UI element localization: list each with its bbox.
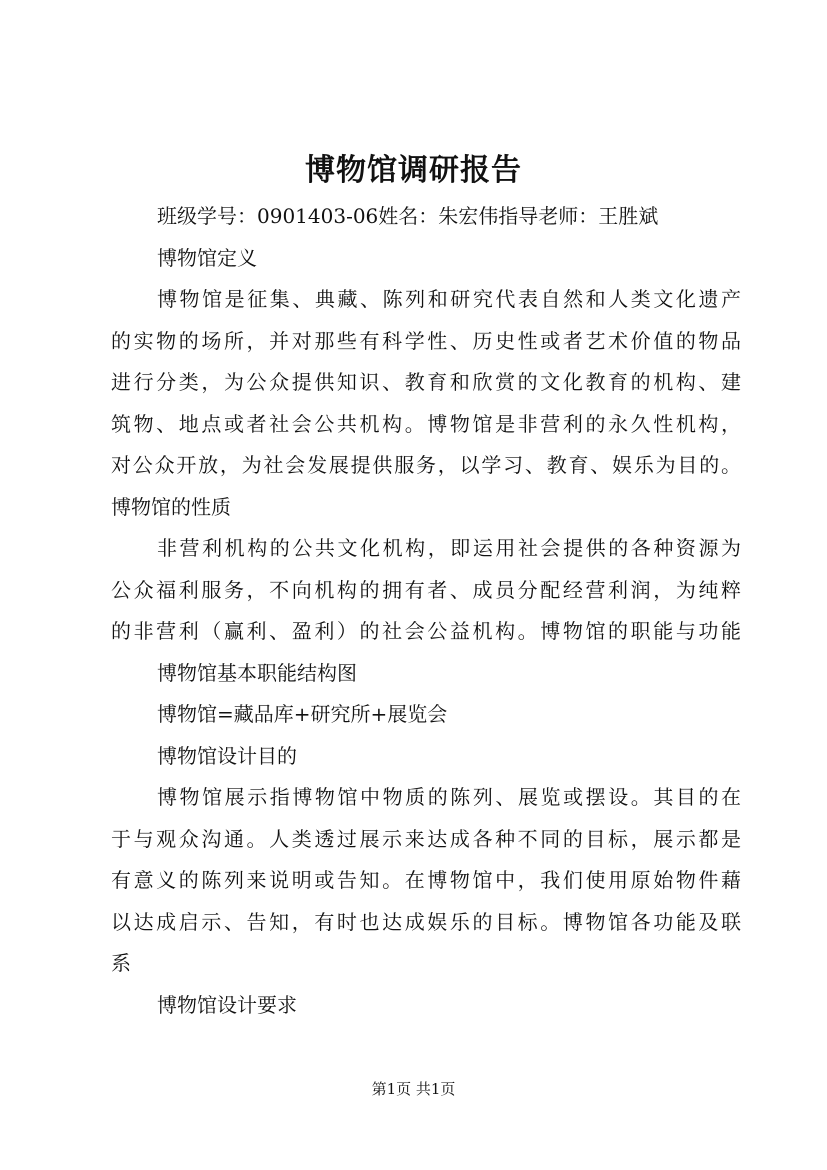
text-line-content: 博物馆定义: [157, 245, 257, 270]
text-line-content: 博物馆基本职能结构图: [157, 660, 357, 685]
text-line: [111, 860, 741, 902]
text-line-content: 博物馆设计要求: [157, 992, 297, 1017]
text-line: [111, 321, 741, 363]
text-line: [111, 611, 741, 653]
text-line: [111, 570, 741, 612]
text-line-content: 进行分类，为公众提供知识、教育和欣赏的文化教育的机构、建: [111, 370, 741, 394]
text-line-content: 的非营利（赢利、盈利）的社会公益机构。博物馆的职能与功能: [111, 619, 741, 643]
paragraph-lines: [111, 238, 741, 1027]
page-footer: 第1页 共1页: [371, 1080, 456, 1098]
text-line-content: 对公众开放，为社会发展提供服务，以学习、教育、娱乐为目的。: [111, 453, 741, 477]
text-line: [111, 943, 741, 985]
text-line: [111, 736, 741, 778]
text-line-content: 博物馆的性质: [111, 494, 231, 519]
text-line-content: 以达成启示、告知，有时也达成娱乐的目标。博物馆各功能及联: [111, 909, 741, 934]
text-line: [111, 362, 741, 404]
text-line: [111, 694, 741, 736]
text-line: [111, 985, 741, 1027]
document-body: [111, 196, 741, 1026]
text-line-content: 博物馆=藏品库+研究所+展览会: [157, 702, 448, 726]
text-line: [111, 653, 741, 695]
text-line: [111, 902, 741, 944]
text-line-content: 筑物、地点或者社会公共机构。博物馆是非营利的永久性机构，: [111, 411, 741, 436]
text-line-content: 公众福利服务，不向机构的拥有者、成员分配经营利润，为纯粹: [111, 577, 741, 602]
text-line-content: 非营利机构的公共文化机构，即运用社会提供的各种资源为: [157, 536, 741, 560]
text-line-content: 的实物的场所，并对那些有科学性、历史性或者艺术价值的物品: [111, 328, 741, 353]
text-line: [111, 487, 741, 529]
info-line: 班级学号：0901403-06姓名：朱宏伟指导老师：王胜斌: [157, 204, 659, 228]
text-line: [111, 238, 741, 280]
text-line: [111, 404, 741, 446]
text-line-content: 博物馆是征集、典藏、陈列和研究代表自然和人类文化遗产: [157, 287, 741, 311]
text-line-content: 有意义的陈列来说明或告知。在博物馆中，我们使用原始物件藉: [111, 868, 741, 892]
text-line: [111, 528, 741, 570]
text-line: [111, 445, 741, 487]
text-line-content: 系: [111, 951, 131, 975]
text-line-content: 于与观众沟通。人类透过展示来达成各种不同的目标，展示都是: [111, 826, 741, 851]
text-line: [111, 279, 741, 321]
text-line-content: 博物馆展示指博物馆中物质的陈列、展览或摆设。其目的在: [157, 785, 741, 809]
text-line: [111, 819, 741, 861]
text-line: [111, 777, 741, 819]
text-line-content: 博物馆设计目的: [157, 743, 297, 768]
document-title: 博物馆调研报告: [305, 153, 522, 188]
